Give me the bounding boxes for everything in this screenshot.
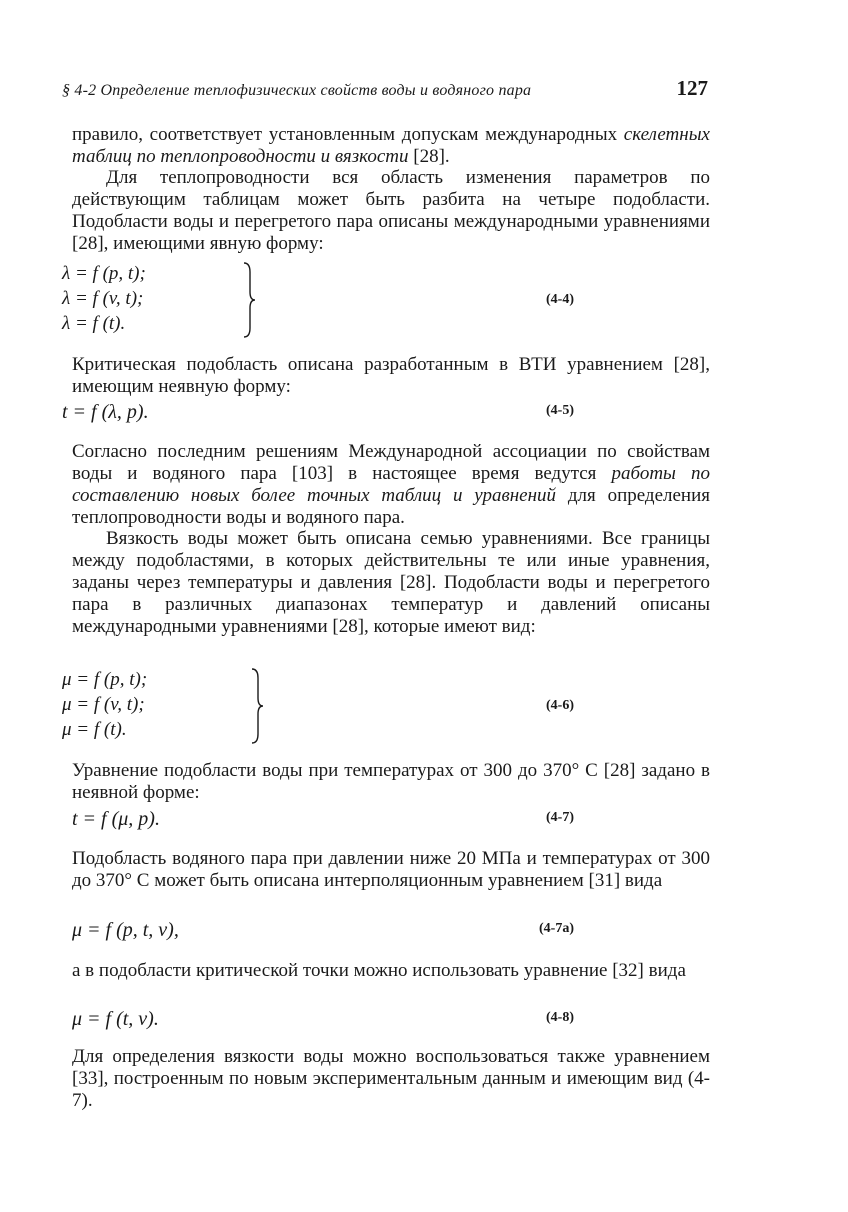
right-brace-icon xyxy=(242,262,258,338)
paragraph-4 xyxy=(72,441,710,529)
equation-4-8 xyxy=(62,1006,712,1032)
equation-4-6-line-2: μ = f (v, t); xyxy=(62,694,145,715)
running-head: § 4-2 Определение теплофизических свойств воды и водяного пара xyxy=(62,82,532,99)
equation-4-6-line-1: μ = f (p, t); xyxy=(62,669,148,690)
paragraph-1-italic: скелетных таблиц по теплопроводности и вязкости xyxy=(72,124,710,167)
equation-4-6-number: (4-6) xyxy=(546,698,574,713)
paragraph-1-text: правило, соответствует установленным допускам международных xyxy=(72,124,624,145)
equation-4-4-number: (4-4) xyxy=(546,292,574,307)
equation-4-7a xyxy=(62,917,712,943)
paragraph-6: Уравнение подобласти воды при температурах от 300 до 370° С [28] задано в неявной форме: xyxy=(72,760,710,803)
equation-4-7-number: (4-7) xyxy=(546,810,574,825)
equation-4-7a-number: (4-7а) xyxy=(539,921,574,936)
equation-4-8-number: (4-8) xyxy=(546,1010,574,1025)
equation-4-7 xyxy=(62,806,712,832)
paragraph-4-end: для определения теплопроводности воды и водяного пара. xyxy=(72,485,711,528)
paragraph-9: Для определения вязкости воды можно воспользоваться также уравнением [33], построенным по новым экспериментальным данным и имеющим вид (4-7). xyxy=(72,1046,710,1111)
equation-4-6-line-3: μ = f (t). xyxy=(62,719,127,740)
right-brace-icon xyxy=(250,668,266,744)
equation-4-8-formula: μ = f (t, v). xyxy=(72,1008,159,1030)
page-header xyxy=(62,76,710,104)
equation-4-4-line-3: λ = f (t). xyxy=(62,313,126,334)
paragraph-2: Для теплопроводности вся область изменения параметров по действующим таблицам может быть разбита на четыре подобласти. Подобласти воды и перегретого пара описаны международными уравнениями [28], имеющими явную форму: xyxy=(72,167,710,254)
paragraph-5: Вязкость воды может быть описана семью уравнениями. Все границы между подобластями, в которых действительны те или иные уравнения, заданы через температуры и давления [28]. Подобласти воды и перегретого пара в различных диапазонах температур и давлений описаны международными уравнениями [28], которые имеют вид: xyxy=(72,528,710,637)
equation-4-5-number: (4-5) xyxy=(546,403,574,418)
paragraph-3: Критическая подобласть описана разработанным в ВТИ уравнением [28], имеющим неявную форму: xyxy=(72,354,710,397)
paragraph-8: а в подобласти критической точки можно использовать уравнение [32] вида xyxy=(72,960,686,981)
equation-4-4-line-1: λ = f (p, t); xyxy=(62,263,146,284)
paragraph-7: Подобласть водяного пара при давлении ниже 20 МПа и температурах от 300 до 370° С может быть описана интерполяционным уравнением [31] вида xyxy=(72,848,710,891)
equation-4-6 xyxy=(62,666,712,744)
equation-4-4 xyxy=(62,260,712,338)
page-number: 127 xyxy=(676,76,708,100)
equation-4-7a-formula: μ = f (p, t, v), xyxy=(72,919,179,941)
equation-4-4-line-2: λ = f (v, t); xyxy=(62,288,144,309)
equation-4-5-formula: t = f (λ, p). xyxy=(62,401,149,423)
equation-4-7-formula: t = f (μ, p). xyxy=(72,808,160,830)
paragraph-4-italic: работы по составлению новых более точных таблиц и уравнений xyxy=(72,463,710,506)
paragraph-1 xyxy=(72,124,710,168)
equation-4-5 xyxy=(62,399,712,425)
paragraph-1-ref: [28]. xyxy=(408,146,450,167)
paragraph-4-text: Согласно последним решениям Международной ассоциации по свойствам воды и водяного пара [103] в настоящее время ведутся xyxy=(72,441,710,484)
